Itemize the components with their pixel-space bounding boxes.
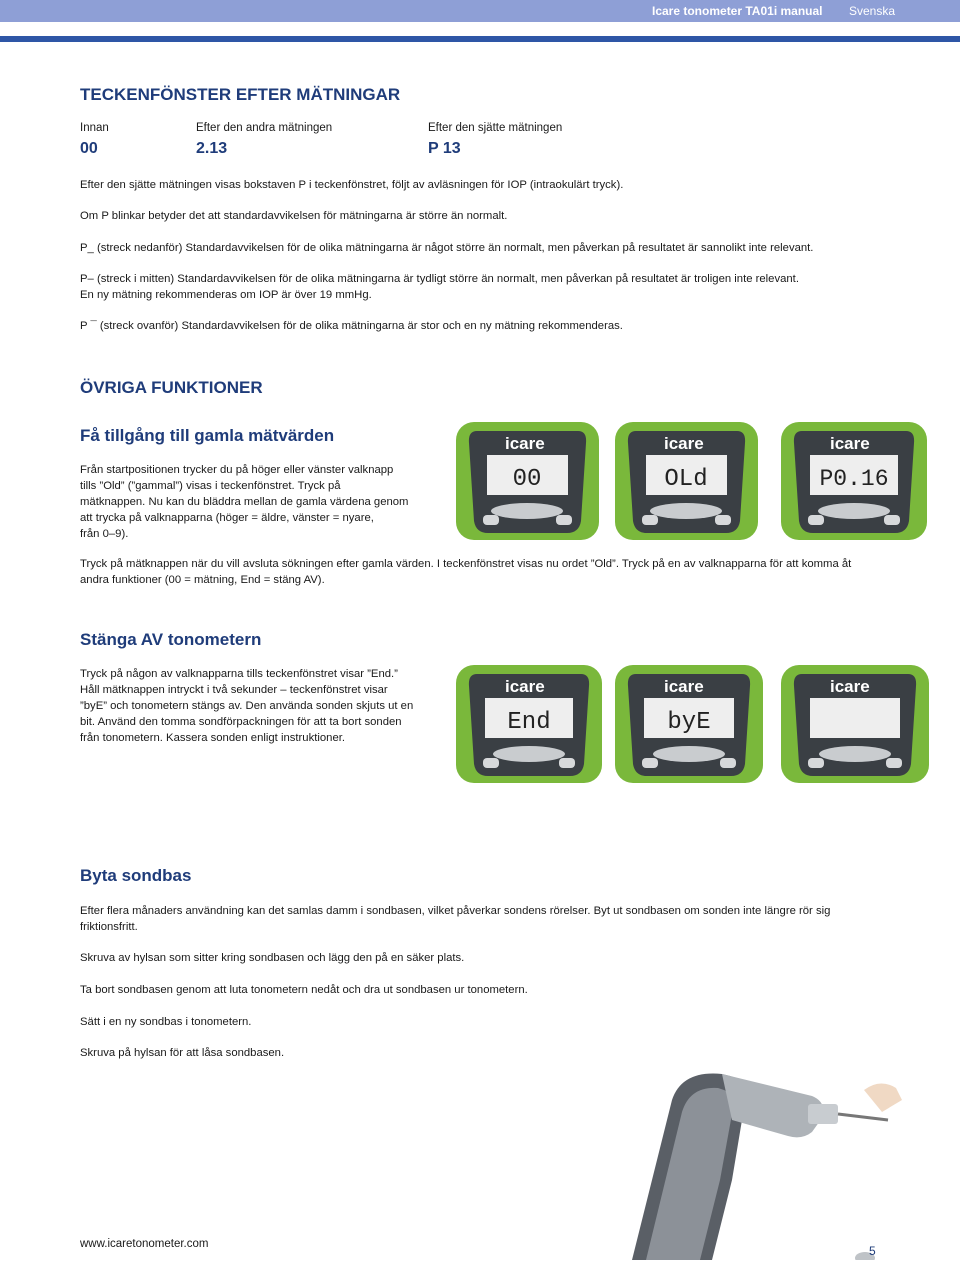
header-rule — [0, 36, 960, 42]
brand-label: icare — [664, 434, 704, 453]
text-line: att trycka på valknapparna (höger = äldre, vänster = nyare, — [80, 512, 374, 524]
tonometer-illustration — [612, 1060, 902, 1260]
col-label-second: Efter den andra mätningen — [196, 122, 333, 134]
display-readout: OLd — [664, 466, 708, 493]
text-line: Från startpositionen trycker du på höger eller vänster valknapp — [80, 464, 394, 476]
display-readout: byE — [667, 709, 711, 736]
hand — [864, 1083, 902, 1112]
paragraph-p-mid: P– (streck i mitten) Standardavvikelsen för de olika mätningarna är tydligt större än normalt, men påverkan på resultatet är troligen inte relevant. — [80, 273, 799, 285]
brand-label: icare — [505, 677, 545, 696]
header-language: Svenska — [849, 4, 896, 18]
page-number: 5 — [869, 1244, 876, 1258]
section-title-probe-base: Byta sondbas — [80, 866, 192, 885]
header-title: Icare tonometer TA01i manual — [652, 4, 823, 18]
col-value-before: 00 — [80, 140, 98, 157]
subsection-title-shutdown: Stänga AV tonometern — [80, 630, 262, 649]
display-readout: End — [507, 709, 551, 736]
text-line: mätknappen. Nu kan du bläddra mellan de gamla värdena genom — [80, 496, 409, 508]
subsection-title-old-values: Få tillgång till gamla mätvärden — [80, 426, 335, 445]
header-bar — [0, 0, 960, 22]
device-display-00 — [455, 421, 600, 541]
section-title-display: TECKENFÖNSTER EFTER MÄTNINGAR — [80, 85, 401, 104]
device-display-p016 — [780, 421, 928, 541]
paragraph-p-mid-rec: En ny mätning rekommenderas om IOP är över 19 mmHg. — [80, 289, 372, 301]
probe-base-text-4: Sätt i en ny sondbas i tonometern. — [80, 1016, 252, 1028]
probe-base-sleeve — [808, 1104, 838, 1124]
old-values-exit-text: Tryck på mätknappen när du vill avsluta sökningen efter gamla värden. I teckenfönstret visas nu ordet ”Old”. Tryck på en av valknapparna för att komma åt — [80, 558, 852, 570]
device-display-old — [614, 421, 759, 541]
brand-label: icare — [830, 677, 870, 696]
col-label-sixth: Efter den sjätte mätningen — [428, 122, 563, 134]
paragraph-p-blink: Om P blinkar betyder det att standardavvikelsen för mätningarna är större än normalt. — [80, 210, 508, 222]
paragraph-p-low: P_ (streck nedanför) Standardavvikelsen för de olika mätningarna är något större än normalt, men påverkan på resultatet är sannolikt inte relevant. — [80, 242, 814, 254]
display-readout: P0.16 — [819, 466, 889, 492]
old-values-exit-text-2: andra funktioner (00 = mätning, End = stäng AV). — [80, 574, 325, 586]
brand-label: icare — [664, 677, 704, 696]
text-line: Håll mätknappen intryckt i två sekunder – teckenfönstret visar — [80, 684, 388, 696]
col-value-sixth: P 13 — [428, 140, 461, 157]
probe-base-text-3: Ta bort sondbasen genom att luta tonometern nedåt och dra ut sondbasen ur tonometern. — [80, 984, 528, 996]
probe-base-text-1: Efter flera månaders användning kan det samlas damm i sondbasen, vilket påverkar sondens rörelser. Byt ut sondbasen om sonden inte längre rör sig — [80, 905, 831, 917]
footer-url[interactable]: www.icaretonometer.com — [80, 1238, 209, 1250]
probe — [838, 1114, 888, 1120]
text-line: från tonometern. Kassera sonden enligt instruktioner. — [80, 732, 346, 744]
brand-label: icare — [505, 434, 545, 453]
paragraph-p-high: P ¯ (streck ovanför) Standardavvikelsen för de olika mätningarna är stor och en ny mätning rekommenderas. — [80, 320, 623, 332]
probe-base-text-1b: friktionsfritt. — [80, 921, 138, 933]
text-line: bit. Använd den tomma sondförpackningen för att ta bort sonden — [80, 716, 402, 728]
col-value-second: 2.13 — [196, 140, 228, 157]
device-display-blank — [780, 664, 930, 784]
probe-base-text-2: Skruva av hylsan som sitter kring sondbasen och lägg den på en säker plats. — [80, 952, 465, 964]
text-line: Tryck på någon av valknapparna tills teckenfönstret visar ”End.” — [80, 668, 398, 680]
shutdown-text — [80, 666, 450, 746]
section-title-other-functions: ÖVRIGA FUNKTIONER — [80, 378, 263, 397]
device-display-bye — [614, 664, 764, 784]
brand-label: icare — [830, 434, 870, 453]
paragraph-p-display: Efter den sjätte mätningen visas bokstaven P i teckenfönstret, följt av avläsningen för IOP (intraokulärt tryck). — [80, 179, 624, 191]
text-line: från 0–9). — [80, 528, 129, 540]
col-label-before: Innan — [80, 122, 109, 134]
probe-base-text-5: Skruva på hylsan för att låsa sondbasen. — [80, 1047, 285, 1059]
text-line: ”byE” och tonometern stängs av. Den använda sonden skjuts ut en — [80, 700, 414, 712]
old-values-text — [80, 462, 440, 542]
text-line: tills ”Old” (”gammal”) visas i teckenfönstret. Tryck på — [80, 480, 341, 492]
display-readout: 00 — [512, 466, 542, 493]
device-display-end — [455, 664, 603, 784]
